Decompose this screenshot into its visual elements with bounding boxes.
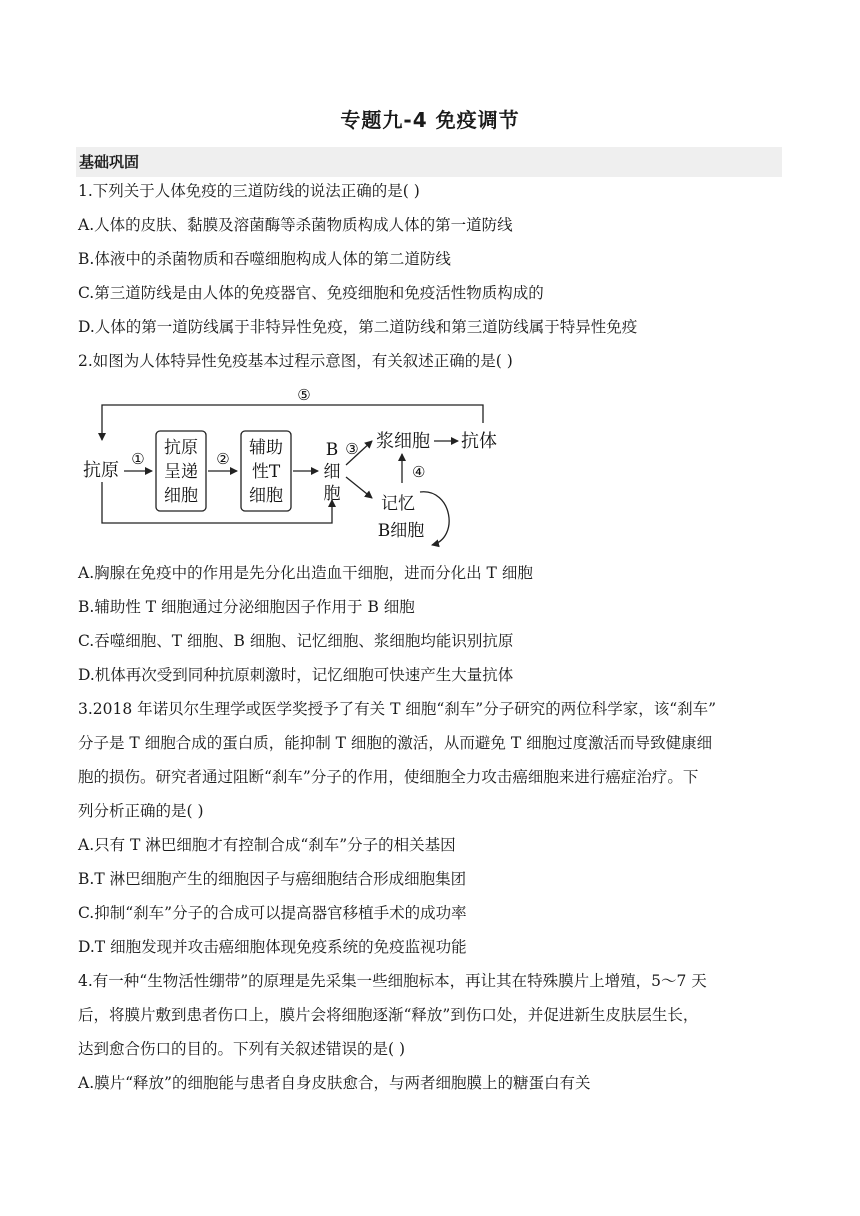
- immune-process-diagram: [80, 380, 520, 550]
- memory-text-1: 记忆: [381, 494, 415, 514]
- bcell-text-3: 胞: [323, 484, 341, 504]
- q1-option-d: D.人体的第一道防线属于非特异性免疫，第二道防线和第三道防线属于特异性免疫: [78, 318, 638, 336]
- q3-stem-3: 胞的损伤。研究者通过阻断“刹车”分子的作用，使细胞全力攻击癌细胞来进行癌症治疗。下: [78, 768, 699, 786]
- plasma-cell-label: 浆细胞: [376, 431, 430, 452]
- apc-text-2: 呈递: [164, 462, 198, 482]
- q1-option-c: C.第三道防线是由人体的免疫器官、免疫细胞和免疫活性物质构成的: [78, 284, 544, 302]
- antigen-label: 抗原: [83, 460, 119, 481]
- q4-stem-2: 后，将膜片敷到患者伤口上，膜片会将细胞逐渐“释放”到伤口处，并促进新生皮肤层生长，: [78, 1006, 699, 1024]
- q1-option-b: B.体液中的杀菌物质和吞噬细胞构成人体的第二道防线: [78, 250, 451, 268]
- q2-option-c: C.吞噬细胞、T 细胞、B 细胞、记忆细胞、浆细胞均能识别抗原: [78, 632, 514, 650]
- q3-option-d: D.T 细胞发现并攻击癌细胞体现免疫系统的免疫监视功能: [78, 938, 467, 956]
- q2-stem: 2.如图为人体特异性免疫基本过程示意图，有关叙述正确的是( ): [78, 352, 513, 370]
- helper-text-3: 细胞: [249, 486, 283, 506]
- memory-self-renew-arrow: [420, 492, 449, 545]
- antibody-label: 抗体: [461, 431, 497, 452]
- label-5: ⑤: [297, 386, 311, 404]
- q4-stem-1: 4.有一种“生物活性绷带”的原理是先采集一些细胞标本，再让其在特殊膜片上增殖，5～7 天: [78, 972, 707, 990]
- q3-stem-1: 3.2018 年诺贝尔生理学或医学奖授予了有关 T 细胞“刹车”分子研究的两位科学家，该“刹车”: [78, 700, 717, 718]
- antigen-to-bcell-arrow: [102, 482, 332, 523]
- label-2: ②: [216, 450, 230, 468]
- helper-text-1: 辅助: [249, 438, 283, 458]
- q2-option-b: B.辅助性 T 细胞通过分泌细胞因子作用于 B 细胞: [78, 598, 415, 616]
- label-3: ③: [345, 440, 359, 458]
- q4-option-a: A.膜片“释放”的细胞能与患者自身皮肤愈合，与两者细胞膜上的糖蛋白有关: [78, 1074, 591, 1092]
- apc-text-3: 细胞: [164, 486, 198, 506]
- memory-text-2: B细胞: [377, 521, 425, 541]
- q3-stem-2: 分子是 T 细胞合成的蛋白质，能抑制 T 细胞的激活，从而避免 T 细胞过度激活而导致健康细: [78, 734, 713, 752]
- q3-option-c: C.抑制“刹车”分子的合成可以提高器官移植手术的成功率: [78, 904, 467, 922]
- q4-stem-3: 达到愈合伤口的目的。下列有关叙述错误的是( ): [78, 1040, 406, 1058]
- q3-option-b: B.T 淋巴细胞产生的细胞因子与癌细胞结合形成细胞集团: [78, 870, 467, 888]
- q2-option-a: A.胸腺在免疫中的作用是先分化出造血干细胞，进而分化出 T 细胞: [78, 564, 533, 582]
- label-4: ④: [412, 463, 426, 481]
- section-heading: 基础巩固: [76, 147, 782, 177]
- q1-stem: 1.下列关于人体免疫的三道防线的说法正确的是( ): [78, 182, 420, 200]
- helper-text-2: 性T: [251, 462, 281, 482]
- q2-option-d: D.机体再次受到同种抗原刺激时，记忆细胞可快速产生大量抗体: [78, 666, 514, 684]
- bcell-text-2: 细: [323, 462, 341, 482]
- page-title: 专题九-4 免疫调节: [340, 108, 520, 132]
- q3-option-a: A.只有 T 淋巴细胞才有控制合成“刹车”分子的相关基因: [78, 836, 456, 854]
- apc-text-1: 抗原: [164, 438, 198, 458]
- q3-stem-4: 列分析正确的是( ): [78, 802, 204, 820]
- q1-option-a: A.人体的皮肤、黏膜及溶菌酶等杀菌物质构成人体的第一道防线: [78, 216, 513, 234]
- bcell-text-1: B: [325, 440, 339, 460]
- label-1: ①: [131, 450, 145, 468]
